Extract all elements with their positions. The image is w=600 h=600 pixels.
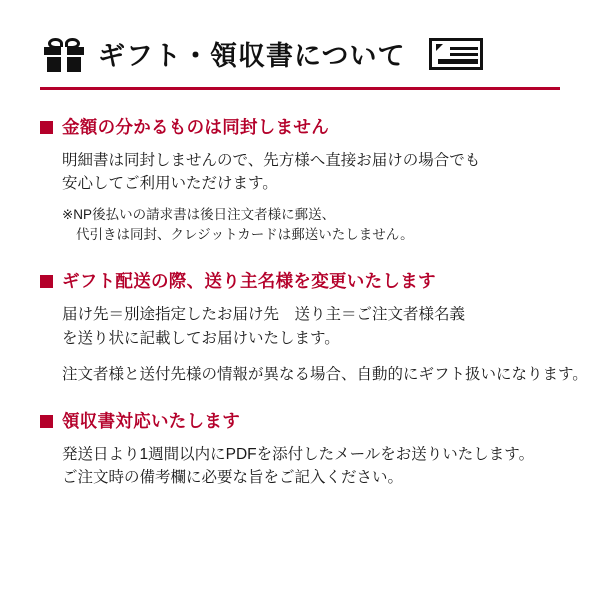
note-line: 代引きは同封、クレジットカードは郵送いたしません。 xyxy=(76,227,414,243)
receipt-bar xyxy=(438,59,478,64)
red-square-bullet-icon xyxy=(40,415,53,428)
section-body xyxy=(40,149,560,246)
red-square-bullet-icon xyxy=(40,275,53,288)
receipt-line-1 xyxy=(450,47,478,50)
section-extra xyxy=(62,363,588,386)
section-body xyxy=(40,443,560,490)
body-line: 届け先＝別途指定したお届け先 送り主＝ご注文者様名義 xyxy=(62,306,466,324)
section-title: 金額の分かるものは同封しません xyxy=(62,117,329,137)
section-heading xyxy=(40,408,560,433)
gift-ribbon xyxy=(61,47,67,72)
section-gift-sender-change xyxy=(40,268,588,386)
body-line: 安心してご利用いただけます。 xyxy=(62,175,278,193)
body-line: ご注文時の備考欄に必要な旨をご記入ください。 xyxy=(62,469,404,487)
extra-line: 注文者様と送付先様の情報が異なる場合、自動的にギフト扱いになります。 xyxy=(62,365,588,383)
gift-box-icon xyxy=(44,36,84,72)
receipt-corner xyxy=(436,44,443,51)
section-title: 領収書対応いたします xyxy=(62,411,240,432)
receipt-line-2 xyxy=(450,53,478,56)
body-line: を送り状に記載してお届けいたします。 xyxy=(62,329,340,347)
section-body xyxy=(40,303,588,386)
red-square-bullet-icon xyxy=(40,121,53,134)
document-header xyxy=(40,34,560,90)
section-gift-no-price xyxy=(40,114,560,246)
section-title: ギフト配送の際、送り主名様を変更いたします xyxy=(62,271,436,292)
body-line: 発送日より1週間以内にPDFを添付したメールをお送りいたします。 xyxy=(62,446,535,464)
section-notes xyxy=(62,205,560,247)
body-line: 明細書は同封しませんので、先方様へ直接お届けの場合でも xyxy=(62,152,481,169)
section-list xyxy=(40,90,588,490)
section-heading xyxy=(40,114,560,139)
section-receipt xyxy=(40,408,560,490)
note-line: ※NP後払いの請求書は後日注文者様に郵送、 xyxy=(62,206,336,222)
page-title: ギフト・領収書について xyxy=(98,41,406,71)
receipt-icon xyxy=(429,38,483,70)
section-heading xyxy=(40,268,560,293)
